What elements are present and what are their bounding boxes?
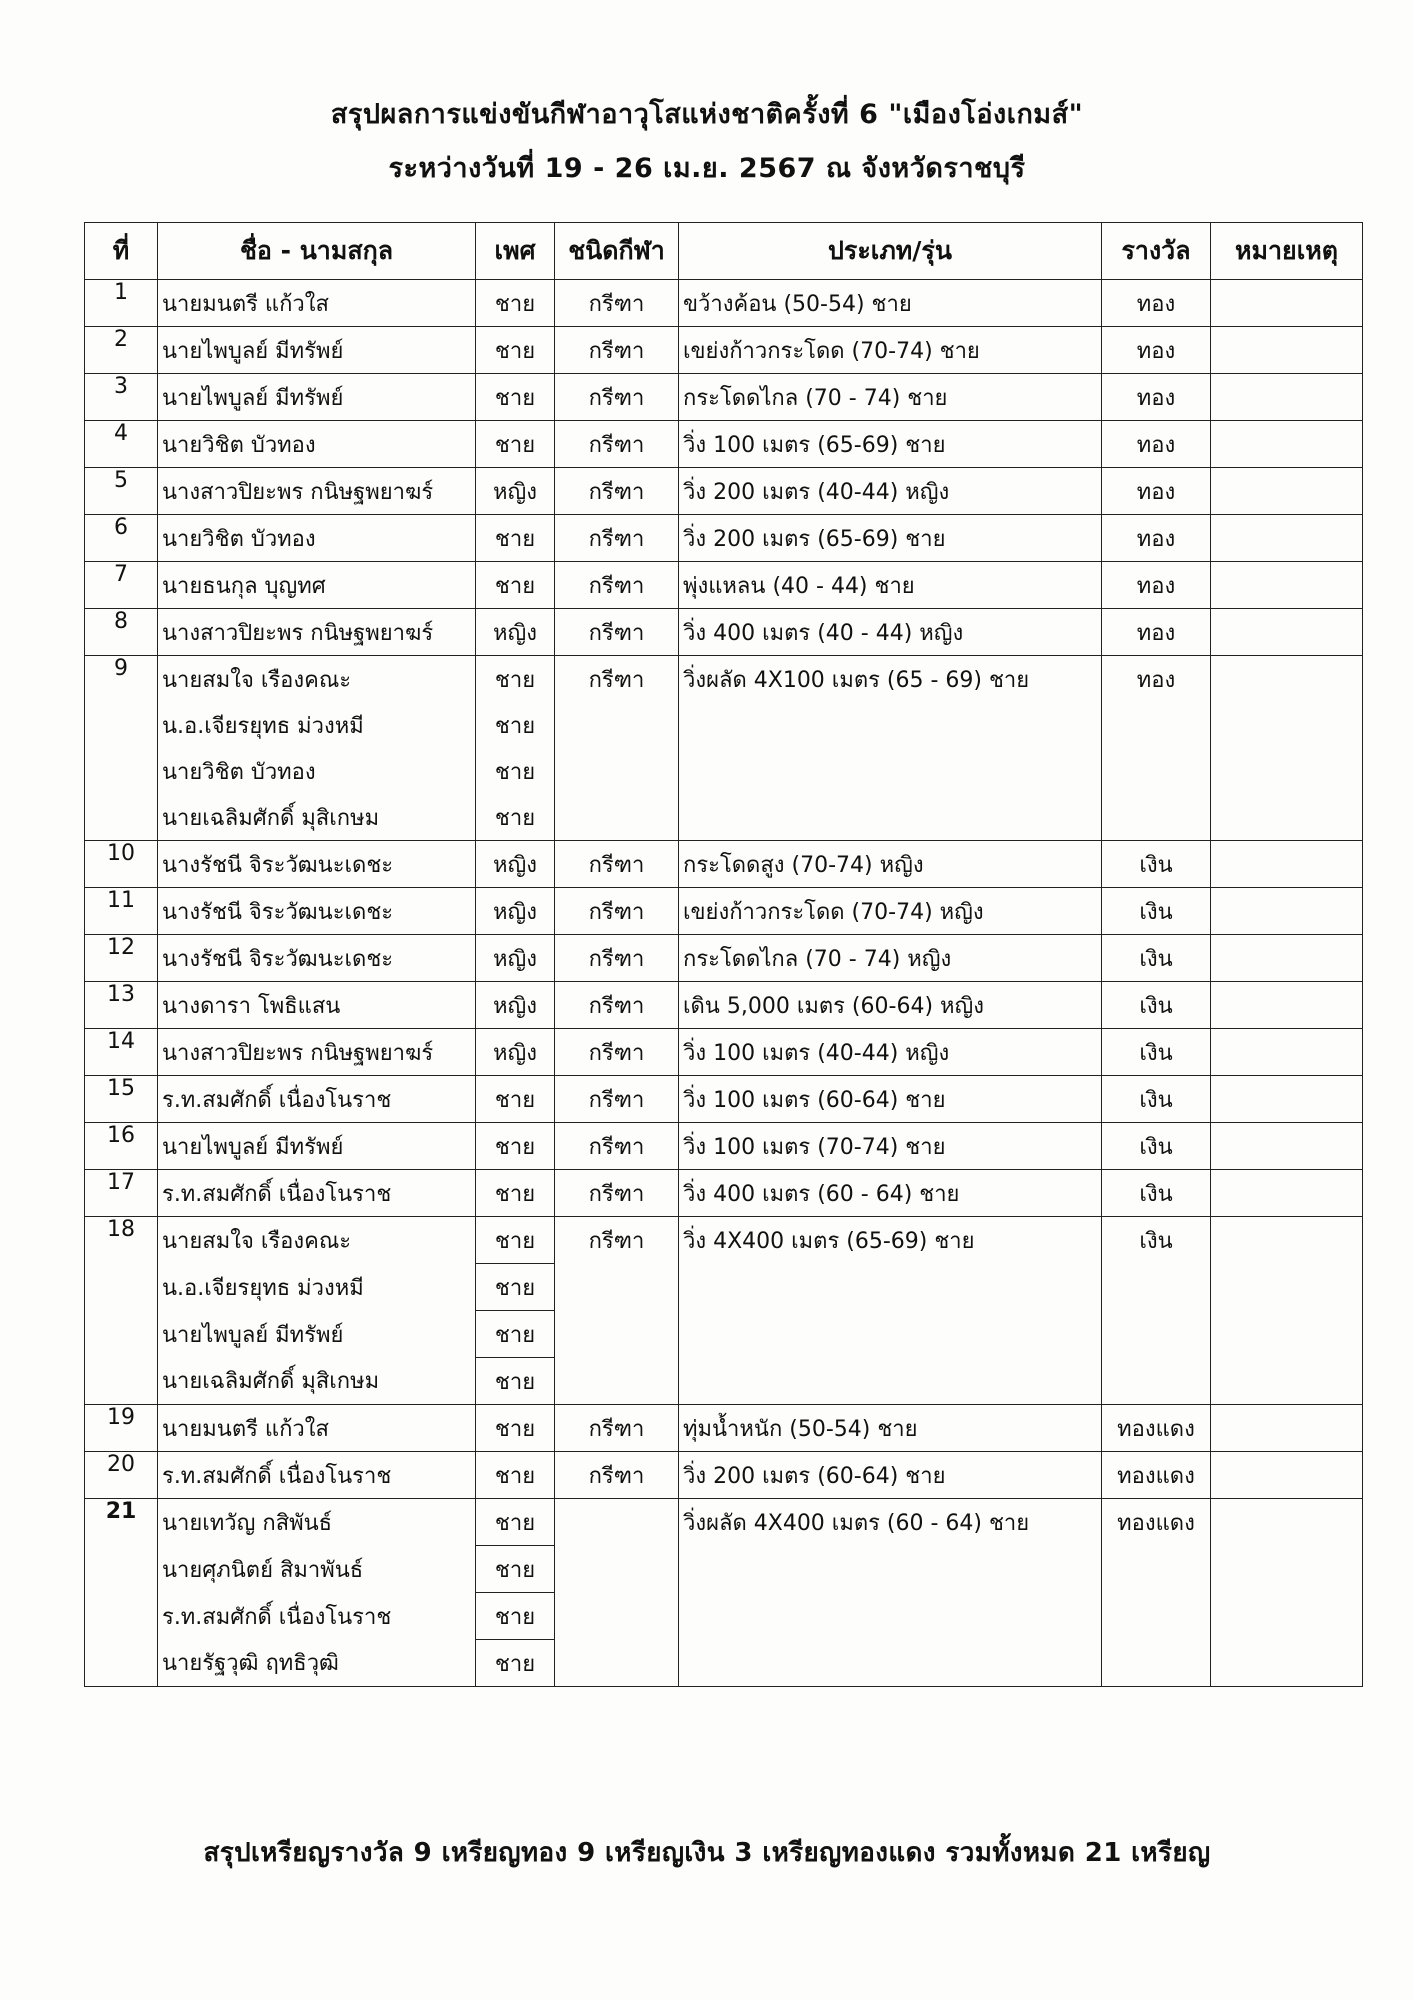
athlete-name: นายเทวัญ กสิพันธ์ bbox=[158, 1499, 476, 1546]
athlete-name: นายสมใจ เรืองคณะ bbox=[158, 656, 476, 703]
athlete-sex: ชาย bbox=[476, 1405, 555, 1452]
athlete-sex: ชาย bbox=[476, 1499, 555, 1546]
remark bbox=[1211, 841, 1363, 888]
athlete-name: นางดารา โพธิแสน bbox=[158, 982, 476, 1029]
remark bbox=[1211, 1311, 1363, 1358]
remark bbox=[1211, 1029, 1363, 1076]
event-category: ขว้างค้อน (50-54) ชาย bbox=[679, 280, 1102, 327]
row-number: 9 bbox=[85, 656, 158, 703]
table-row bbox=[85, 374, 1363, 421]
row-number bbox=[85, 1640, 158, 1687]
document-title: สรุปผลการแข่งขันกีฬาอาวุโสแห่งชาติครั้งที่ 6 "เมืองโอ่งเกมส์" bbox=[330, 99, 1084, 130]
event-category bbox=[679, 1640, 1102, 1687]
sport-type: กรีฑา bbox=[555, 280, 679, 327]
athlete-name: นายมนตรี แก้วใส bbox=[158, 1405, 476, 1452]
athlete-name: นายวิชิต บัวทอง bbox=[158, 515, 476, 562]
column-header-remark: หมายเหตุ bbox=[1211, 223, 1363, 280]
award: ทอง bbox=[1102, 280, 1211, 327]
athlete-name: นายไพบูลย์ มีทรัพย์ bbox=[158, 1311, 476, 1358]
award: เงิน bbox=[1102, 841, 1211, 888]
table-row-member bbox=[85, 1593, 1363, 1640]
row-number: 17 bbox=[85, 1170, 158, 1217]
athlete-sex: ชาย bbox=[476, 748, 555, 794]
athlete-sex: ชาย bbox=[476, 515, 555, 562]
award: ทองแดง bbox=[1102, 1405, 1211, 1452]
table-row-member bbox=[85, 1546, 1363, 1593]
remark bbox=[1211, 374, 1363, 421]
row-number bbox=[85, 1358, 158, 1405]
row-number bbox=[85, 748, 158, 794]
award bbox=[1102, 1358, 1211, 1405]
row-number bbox=[85, 702, 158, 748]
award bbox=[1102, 1546, 1211, 1593]
award: ทอง bbox=[1102, 609, 1211, 656]
table-row bbox=[85, 609, 1363, 656]
award bbox=[1102, 1311, 1211, 1358]
sport-type: กรีฑา bbox=[555, 935, 679, 982]
sport-type: กรีฑา bbox=[555, 656, 679, 703]
table-row-member bbox=[85, 1640, 1363, 1687]
event-category: วิ่ง 100 เมตร (70-74) ชาย bbox=[679, 1123, 1102, 1170]
row-number: 7 bbox=[85, 562, 158, 609]
row-number: 10 bbox=[85, 841, 158, 888]
sport-type: กรีฑา bbox=[555, 1217, 679, 1264]
row-number bbox=[85, 1593, 158, 1640]
sport-type: กรีฑา bbox=[555, 1076, 679, 1123]
sport-type: กรีฑา bbox=[555, 562, 679, 609]
sport-type: กรีฑา bbox=[555, 515, 679, 562]
table-row-member bbox=[85, 794, 1363, 841]
document-subtitle: ระหว่างวันที่ 19 - 26 เม.ย. 2567 ณ จังหวัดราชบุรี bbox=[388, 153, 1026, 184]
table-row bbox=[85, 280, 1363, 327]
table-row bbox=[85, 562, 1363, 609]
table-row bbox=[85, 468, 1363, 515]
athlete-name: นายวิชิต บัวทอง bbox=[158, 421, 476, 468]
athlete-sex: หญิง bbox=[476, 935, 555, 982]
table-row-member bbox=[85, 748, 1363, 794]
remark bbox=[1211, 609, 1363, 656]
athlete-sex: ชาย bbox=[476, 1217, 555, 1264]
award: เงิน bbox=[1102, 982, 1211, 1029]
sport-type bbox=[555, 1358, 679, 1405]
table-row bbox=[85, 1170, 1363, 1217]
athlete-name: นางรัชนี จิระวัฒนะเดชะ bbox=[158, 935, 476, 982]
athlete-name: นางสาวปิยะพร กนิษฐพยาฆร์ bbox=[158, 609, 476, 656]
event-category: เขย่งก้าวกระโดด (70-74) หญิง bbox=[679, 888, 1102, 935]
athlete-name: นายรัฐวุฒิ ฤทธิวุฒิ bbox=[158, 1640, 476, 1687]
remark bbox=[1211, 280, 1363, 327]
athlete-sex: ชาย bbox=[476, 280, 555, 327]
award: เงิน bbox=[1102, 1029, 1211, 1076]
athlete-sex: ชาย bbox=[476, 1452, 555, 1499]
award bbox=[1102, 1593, 1211, 1640]
sport-type: กรีฑา bbox=[555, 374, 679, 421]
event-category: เขย่งก้าวกระโดด (70-74) ชาย bbox=[679, 327, 1102, 374]
athlete-sex: ชาย bbox=[476, 1311, 555, 1358]
table-row-member bbox=[85, 1499, 1363, 1546]
row-number: 14 bbox=[85, 1029, 158, 1076]
athlete-name: ร.ท.สมศักดิ์ เนื่องโนราช bbox=[158, 1452, 476, 1499]
award: ทอง bbox=[1102, 656, 1211, 703]
remark bbox=[1211, 1170, 1363, 1217]
athlete-name: ร.ท.สมศักดิ์ เนื่องโนราช bbox=[158, 1076, 476, 1123]
sport-type bbox=[555, 1640, 679, 1687]
table-row bbox=[85, 1123, 1363, 1170]
athlete-sex: ชาย bbox=[476, 1358, 555, 1405]
remark bbox=[1211, 1640, 1363, 1687]
athlete-name: นายธนกุล บุญทศ bbox=[158, 562, 476, 609]
sport-type bbox=[555, 1546, 679, 1593]
remark bbox=[1211, 656, 1363, 703]
award: ทองแดง bbox=[1102, 1452, 1211, 1499]
award: ทอง bbox=[1102, 327, 1211, 374]
remark bbox=[1211, 1264, 1363, 1311]
table-row bbox=[85, 327, 1363, 374]
column-header-event: ประเภท/รุ่น bbox=[679, 223, 1102, 280]
event-category: วิ่ง 400 เมตร (40 - 44) หญิง bbox=[679, 609, 1102, 656]
award bbox=[1102, 702, 1211, 748]
athlete-name: นายไพบูลย์ มีทรัพย์ bbox=[158, 374, 476, 421]
event-category: วิ่ง 400 เมตร (60 - 64) ชาย bbox=[679, 1170, 1102, 1217]
medal-summary: สรุปเหรียญรางวัล 9 เหรียญทอง 9 เหรียญเงิน 3 เหรียญทองแดง รวมทั้งหมด 21 เหรียญ bbox=[203, 1838, 1211, 1868]
athlete-name: นางสาวปิยะพร กนิษฐพยาฆร์ bbox=[158, 1029, 476, 1076]
remark bbox=[1211, 888, 1363, 935]
award: ทอง bbox=[1102, 421, 1211, 468]
athlete-name: นายมนตรี แก้วใส bbox=[158, 280, 476, 327]
athlete-sex: หญิง bbox=[476, 888, 555, 935]
event-category: วิ่ง 100 เมตร (40-44) หญิง bbox=[679, 1029, 1102, 1076]
remark bbox=[1211, 562, 1363, 609]
row-number: 19 bbox=[85, 1405, 158, 1452]
results-table bbox=[84, 222, 1363, 1687]
athlete-name: นายไพบูลย์ มีทรัพย์ bbox=[158, 327, 476, 374]
athlete-name: นายไพบูลย์ มีทรัพย์ bbox=[158, 1123, 476, 1170]
event-category: วิ่ง 200 เมตร (60-64) ชาย bbox=[679, 1452, 1102, 1499]
event-category bbox=[679, 794, 1102, 841]
remark bbox=[1211, 468, 1363, 515]
sport-type bbox=[555, 1264, 679, 1311]
remark bbox=[1211, 794, 1363, 841]
column-header-sex: เพศ bbox=[476, 223, 555, 280]
row-number: 3 bbox=[85, 374, 158, 421]
award bbox=[1102, 748, 1211, 794]
table-row-member bbox=[85, 1264, 1363, 1311]
award: เงิน bbox=[1102, 1217, 1211, 1264]
table-row bbox=[85, 982, 1363, 1029]
athlete-sex: ชาย bbox=[476, 1076, 555, 1123]
sport-type bbox=[555, 1311, 679, 1358]
athlete-sex: ชาย bbox=[476, 1546, 555, 1593]
athlete-sex: ชาย bbox=[476, 794, 555, 841]
event-category bbox=[679, 1593, 1102, 1640]
row-number: 1 bbox=[85, 280, 158, 327]
sport-type: กรีฑา bbox=[555, 609, 679, 656]
athlete-name: นางรัชนี จิระวัฒนะเดชะ bbox=[158, 841, 476, 888]
event-category: พุ่งแหลน (40 - 44) ชาย bbox=[679, 562, 1102, 609]
athlete-sex: หญิง bbox=[476, 468, 555, 515]
remark bbox=[1211, 1546, 1363, 1593]
event-category: วิ่ง 100 เมตร (65-69) ชาย bbox=[679, 421, 1102, 468]
event-category: วิ่งผลัด 4X400 เมตร (60 - 64) ชาย bbox=[679, 1499, 1102, 1546]
athlete-name: นายเฉลิมศักดิ์ มุสิเกษม bbox=[158, 1358, 476, 1405]
event-category bbox=[679, 748, 1102, 794]
table-header-row bbox=[85, 223, 1363, 280]
athlete-sex: ชาย bbox=[476, 1170, 555, 1217]
sport-type: กรีฑา bbox=[555, 1405, 679, 1452]
event-category: วิ่ง 4X400 เมตร (65-69) ชาย bbox=[679, 1217, 1102, 1264]
award: เงิน bbox=[1102, 888, 1211, 935]
row-number: 21 bbox=[85, 1499, 158, 1546]
sport-type bbox=[555, 748, 679, 794]
table-row bbox=[85, 1076, 1363, 1123]
athlete-name: ร.ท.สมศักดิ์ เนื่องโนราช bbox=[158, 1170, 476, 1217]
athlete-name: นายวิชิต บัวทอง bbox=[158, 748, 476, 794]
athlete-sex: หญิง bbox=[476, 982, 555, 1029]
athlete-sex: ชาย bbox=[476, 1264, 555, 1311]
sport-type bbox=[555, 1593, 679, 1640]
row-number: 12 bbox=[85, 935, 158, 982]
athlete-sex: หญิง bbox=[476, 1029, 555, 1076]
athlete-sex: ชาย bbox=[476, 562, 555, 609]
column-header-no: ที่ bbox=[85, 223, 158, 280]
column-header-name: ชื่อ - นามสกุล bbox=[158, 223, 476, 280]
athlete-name: นายเฉลิมศักดิ์ มุสิเกษม bbox=[158, 794, 476, 841]
award: ทองแดง bbox=[1102, 1499, 1211, 1546]
sport-type: กรีฑา bbox=[555, 888, 679, 935]
sport-type: กรีฑา bbox=[555, 1029, 679, 1076]
row-number: 8 bbox=[85, 609, 158, 656]
sport-type: กรีฑา bbox=[555, 982, 679, 1029]
row-number bbox=[85, 1546, 158, 1593]
athlete-sex: ชาย bbox=[476, 1640, 555, 1687]
award: ทอง bbox=[1102, 562, 1211, 609]
column-header-award: รางวัล bbox=[1102, 223, 1211, 280]
award: ทอง bbox=[1102, 468, 1211, 515]
row-number: 16 bbox=[85, 1123, 158, 1170]
athlete-name: นางสาวปิยะพร กนิษฐพยาฆร์ bbox=[158, 468, 476, 515]
table-row bbox=[85, 841, 1363, 888]
remark bbox=[1211, 327, 1363, 374]
table-row-member bbox=[85, 1217, 1363, 1264]
athlete-sex: ชาย bbox=[476, 1593, 555, 1640]
row-number: 11 bbox=[85, 888, 158, 935]
athlete-name: นายสมใจ เรืองคณะ bbox=[158, 1217, 476, 1264]
remark bbox=[1211, 1217, 1363, 1264]
row-number: 4 bbox=[85, 421, 158, 468]
award: เงิน bbox=[1102, 1123, 1211, 1170]
event-category bbox=[679, 702, 1102, 748]
athlete-sex: ชาย bbox=[476, 374, 555, 421]
athlete-sex: ชาย bbox=[476, 327, 555, 374]
sport-type: กรีฑา bbox=[555, 841, 679, 888]
remark bbox=[1211, 1123, 1363, 1170]
athlete-name: นางรัชนี จิระวัฒนะเดชะ bbox=[158, 888, 476, 935]
row-number: 20 bbox=[85, 1452, 158, 1499]
row-number: 13 bbox=[85, 982, 158, 1029]
event-category bbox=[679, 1358, 1102, 1405]
athlete-sex: หญิง bbox=[476, 609, 555, 656]
sport-type bbox=[555, 794, 679, 841]
event-category: วิ่ง 200 เมตร (65-69) ชาย bbox=[679, 515, 1102, 562]
event-category: กระโดดไกล (70 - 74) ชาย bbox=[679, 374, 1102, 421]
athlete-sex: ชาย bbox=[476, 421, 555, 468]
event-category bbox=[679, 1546, 1102, 1593]
remark bbox=[1211, 1076, 1363, 1123]
athlete-sex: ชาย bbox=[476, 1123, 555, 1170]
event-category: วิ่งผลัด 4X100 เมตร (65 - 69) ชาย bbox=[679, 656, 1102, 703]
remark bbox=[1211, 1593, 1363, 1640]
remark bbox=[1211, 982, 1363, 1029]
sport-type bbox=[555, 1499, 679, 1546]
row-number: 2 bbox=[85, 327, 158, 374]
remark bbox=[1211, 421, 1363, 468]
table-row bbox=[85, 421, 1363, 468]
event-category: เดิน 5,000 เมตร (60-64) หญิง bbox=[679, 982, 1102, 1029]
table-row-member bbox=[85, 702, 1363, 748]
remark bbox=[1211, 748, 1363, 794]
athlete-name: น.อ.เจียรยุทธ ม่วงหมี bbox=[158, 702, 476, 748]
column-header-sport: ชนิดกีฬา bbox=[555, 223, 679, 280]
event-category: วิ่ง 100 เมตร (60-64) ชาย bbox=[679, 1076, 1102, 1123]
row-number: 6 bbox=[85, 515, 158, 562]
sport-type: กรีฑา bbox=[555, 1170, 679, 1217]
athlete-name: น.อ.เจียรยุทธ ม่วงหมี bbox=[158, 1264, 476, 1311]
remark bbox=[1211, 1405, 1363, 1452]
sport-type bbox=[555, 702, 679, 748]
table-row bbox=[85, 1029, 1363, 1076]
sport-type: กรีฑา bbox=[555, 327, 679, 374]
event-category bbox=[679, 1264, 1102, 1311]
row-number bbox=[85, 794, 158, 841]
athlete-name: ร.ท.สมศักดิ์ เนื่องโนราช bbox=[158, 1593, 476, 1640]
table-row-member bbox=[85, 656, 1363, 703]
sport-type: กรีฑา bbox=[555, 421, 679, 468]
athlete-sex: ชาย bbox=[476, 656, 555, 703]
event-category: ทุ่มน้ำหนัก (50-54) ชาย bbox=[679, 1405, 1102, 1452]
remark bbox=[1211, 515, 1363, 562]
award: ทอง bbox=[1102, 374, 1211, 421]
table-row bbox=[85, 1452, 1363, 1499]
sport-type: กรีฑา bbox=[555, 1123, 679, 1170]
table-row bbox=[85, 888, 1363, 935]
award bbox=[1102, 1640, 1211, 1687]
event-category: กระโดดไกล (70 - 74) หญิง bbox=[679, 935, 1102, 982]
row-number: 18 bbox=[85, 1217, 158, 1264]
event-category: วิ่ง 200 เมตร (40-44) หญิง bbox=[679, 468, 1102, 515]
table-row-member bbox=[85, 1311, 1363, 1358]
table-body bbox=[85, 280, 1363, 1687]
athlete-sex: หญิง bbox=[476, 841, 555, 888]
event-category: กระโดดสูง (70-74) หญิง bbox=[679, 841, 1102, 888]
row-number: 15 bbox=[85, 1076, 158, 1123]
row-number: 5 bbox=[85, 468, 158, 515]
athlete-sex: ชาย bbox=[476, 702, 555, 748]
table-row bbox=[85, 515, 1363, 562]
remark bbox=[1211, 1358, 1363, 1405]
sport-type: กรีฑา bbox=[555, 1452, 679, 1499]
table-row bbox=[85, 1405, 1363, 1452]
athlete-name: นายศุภนิตย์ สิมาพันธ์ bbox=[158, 1546, 476, 1593]
remark bbox=[1211, 935, 1363, 982]
award: เงิน bbox=[1102, 935, 1211, 982]
remark bbox=[1211, 1452, 1363, 1499]
remark bbox=[1211, 702, 1363, 748]
row-number bbox=[85, 1264, 158, 1311]
table-row-member bbox=[85, 1358, 1363, 1405]
award: ทอง bbox=[1102, 515, 1211, 562]
award bbox=[1102, 794, 1211, 841]
award: เงิน bbox=[1102, 1076, 1211, 1123]
award bbox=[1102, 1264, 1211, 1311]
table-row bbox=[85, 935, 1363, 982]
award: เงิน bbox=[1102, 1170, 1211, 1217]
remark bbox=[1211, 1499, 1363, 1546]
sport-type: กรีฑา bbox=[555, 468, 679, 515]
event-category bbox=[679, 1311, 1102, 1358]
row-number bbox=[85, 1311, 158, 1358]
